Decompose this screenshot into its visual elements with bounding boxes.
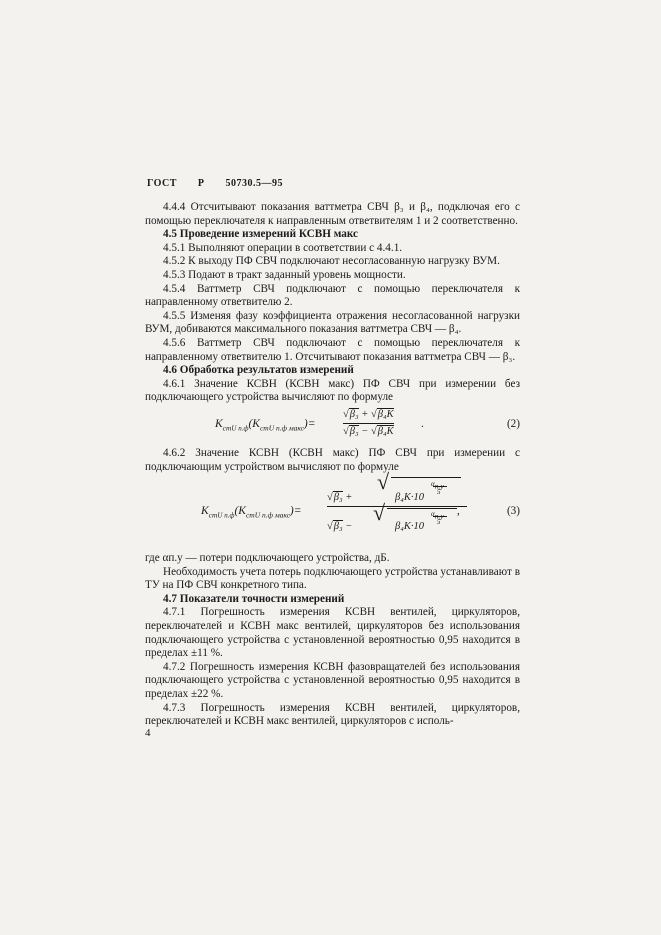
document-body bbox=[145, 201, 520, 729]
formula-2-lhs: $K_{стU п.ф}(K_{стU п.ф макс})=$ bbox=[215, 417, 316, 433]
page-header bbox=[147, 178, 301, 189]
paragraph-4-5-2: 4.5.2 К выходу ПФ СВЧ подключают несогласованную нагрузку ВУМ. bbox=[163, 255, 500, 268]
paragraph-4-6-1: 4.6.1 Значение КСВН (КСВН макс) ПФ СВЧ при измерении без подключающего устройства вычисляют по формуле bbox=[145, 377, 520, 404]
paragraph-4-4-4: 4.4.4 Отсчитывают показания ваттметра СВЧ β₃ и β₄, подключая его с помощью переключателя к направленным ответвителям 1 и 2 соответственно. bbox=[145, 201, 520, 227]
paragraph-4-5-1: 4.5.1 Выполняют операции в соответствии с 4.4.1. bbox=[163, 241, 403, 254]
formula-3: $K_{стU п.ф}(K_{стU п.ф макс})=$ √β₃ + √ β₄K·10 $\alpha_{п.у}$ 5 √β₃ − √ β₄K·10 $\alpha_{п.у}$ 5 , (3) bbox=[145, 475, 520, 551]
paragraph-4-7-2: 4.7.2 Погрешность измерения КСВН фазовращателей без использования подключающего устройства с установленной вероятностью 0,95 находится в пределах ±22 %. bbox=[145, 660, 520, 701]
formula-2-number: (2) bbox=[506, 417, 520, 430]
header-type: Р bbox=[197, 178, 205, 189]
formula-3-number: (3) bbox=[506, 505, 520, 518]
formula-3-fraction: √β₃ + √ β₄K·10 $\alpha_{п.у}$ 5 √β₃ − √ β₄K·10 $\alpha_{п.у}$ 5 bbox=[327, 475, 467, 538]
heading-4-6: 4.6 Обработка результатов измерений bbox=[163, 364, 354, 377]
page-number: 4 bbox=[145, 727, 151, 739]
formula-3-lhs: $K_{стU п.ф}(K_{стU п.ф макс})=$ bbox=[201, 505, 302, 520]
heading-4-5: 4.5 Проведение измерений КСВН макс bbox=[163, 228, 358, 241]
paragraph-4-7-3: 4.7.3 Погрешность измерения КСВН вентилей, циркуляторов, переключателей и КСВН макс вентилей, циркуляторов с исполь- bbox=[145, 701, 520, 728]
heading-4-7: 4.7 Показатели точности измерений bbox=[163, 592, 345, 605]
paragraph-4-7-1: 4.7.1 Погрешность измерения КСВН вентилей, циркуляторов, переключателей и КСВН макс вентилей, циркуляторов без использования подключающего устройства с установленной вероятностью 0,95 находится в пределах ±11 %. bbox=[145, 606, 520, 660]
formula-2: $K_{стU п.ф}(K_{стU п.ф макс})=$ √β₃ + √β₄K √β₃ − √β₄K . (2) bbox=[215, 408, 520, 437]
header-number: 50730.5—95 bbox=[225, 178, 284, 189]
paragraph-4-6-2: 4.6.2 Значение КСВН (КСВН макс) ПФ СВЧ при измерении с подключающим устройством вычисляют по формуле bbox=[145, 446, 520, 473]
paragraph-4-5-6: 4.5.6 Ваттметр СВЧ подключают с помощью переключателя к направленному ответвителю 1. Отсчитывают показания ваттметра СВЧ — β₃. bbox=[145, 336, 520, 363]
paragraph-where: где αп.у — потери подключающего устройства, дБ. bbox=[145, 552, 390, 565]
paragraph-4-5-4: 4.5.4 Ваттметр СВЧ подключают с помощью переключателя к направленному ответвителю 2. bbox=[145, 282, 520, 309]
paragraph-4-5-3: 4.5.3 Подают в тракт заданный уровень мощности. bbox=[163, 268, 406, 281]
paragraph-4-5-5: 4.5.5 Изменяя фазу коэффициента отражения несогласованной нагрузки ВУМ, добиваются максимального показания ваттметра СВЧ — β₄. bbox=[145, 309, 520, 336]
header-label: ГОСТ bbox=[147, 178, 177, 189]
paragraph-necessity: Необходимость учета потерь подключающего устройства устанавливают в ТУ на ПФ СВЧ конкретного типа. bbox=[145, 565, 520, 592]
formula-2-fraction: √β₃ + √β₄K √β₃ − √β₄K bbox=[343, 408, 394, 437]
